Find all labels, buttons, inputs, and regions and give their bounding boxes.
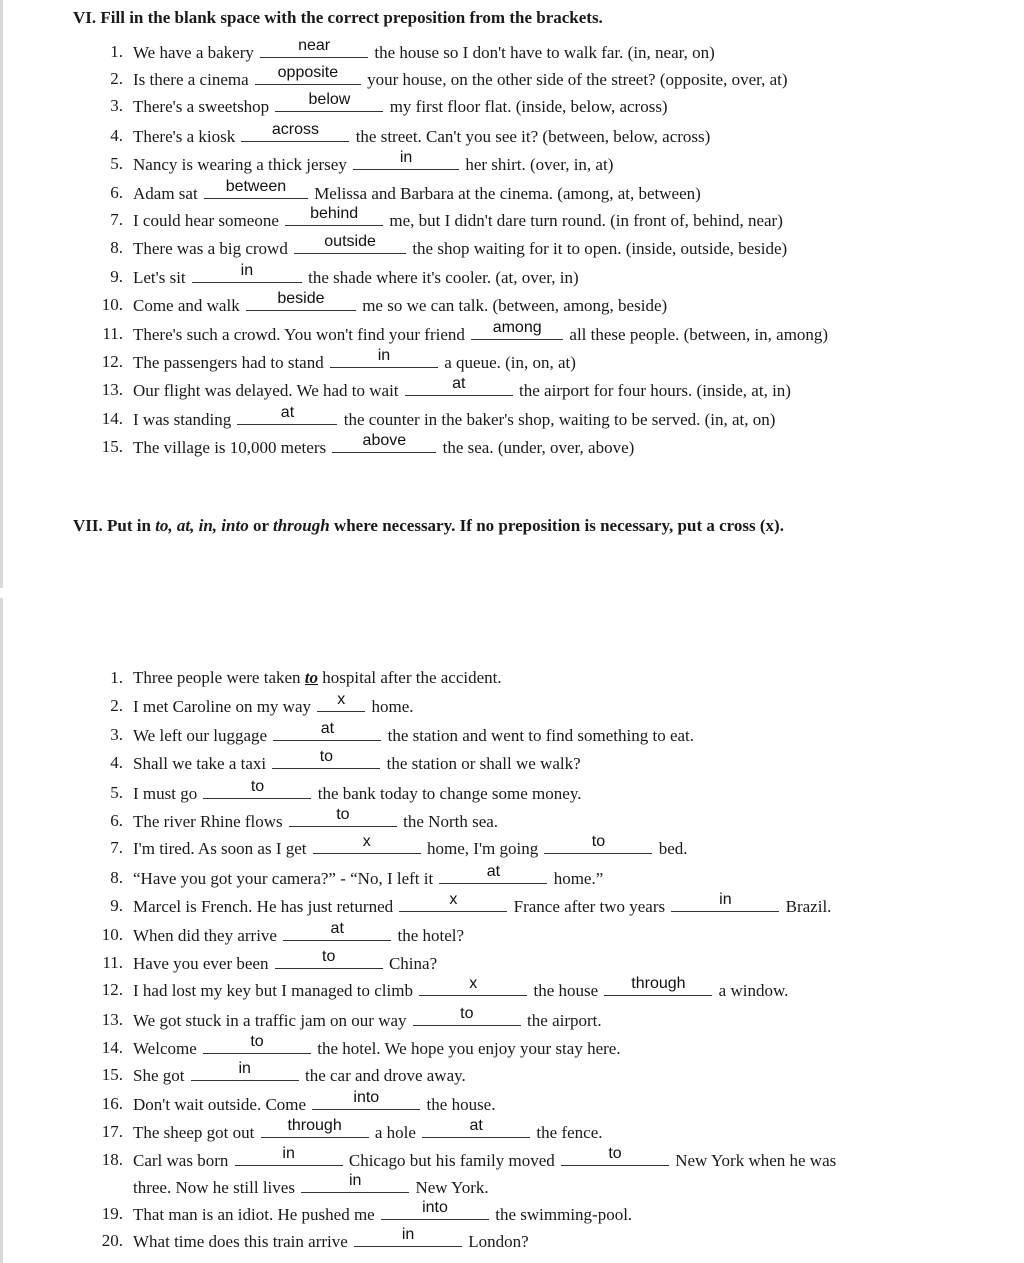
answer-text: to xyxy=(319,748,334,765)
item-number: 11. xyxy=(102,953,123,972)
item-number: 5. xyxy=(110,154,123,173)
answer-text: outside xyxy=(324,233,376,250)
prompt-text: my first floor flat. (inside, below, across) xyxy=(385,97,668,116)
prompt-text: New York when he was xyxy=(670,1151,837,1170)
answer-blank[interactable] xyxy=(203,778,311,799)
answer-blank[interactable] xyxy=(405,375,513,396)
item-number: 7. xyxy=(110,210,123,229)
item-number: 13. xyxy=(101,1010,123,1029)
prompt-text: Melissa and Barbara at the cinema. (among, at, between) xyxy=(309,184,701,203)
item-text xyxy=(133,1089,496,1115)
answer-blank[interactable] xyxy=(241,121,349,142)
answer-text: to xyxy=(322,948,336,965)
prompt-text: We left our luggage xyxy=(133,726,272,745)
answer-text: x xyxy=(469,975,478,992)
item-text xyxy=(133,262,579,288)
prompt-text: the sea. (under, over, above) xyxy=(438,438,635,457)
answer-text: among xyxy=(492,319,542,336)
prompt-text: the hotel. We hope you enjoy your stay here. xyxy=(313,1039,621,1058)
prompt-text: home. xyxy=(367,697,414,716)
answer-text: near xyxy=(298,37,331,54)
answer-text: opposite xyxy=(277,64,339,81)
answer-text: in xyxy=(240,262,254,279)
answer-blank[interactable] xyxy=(439,863,547,884)
item-number: 3. xyxy=(110,725,123,744)
answer-blank[interactable] xyxy=(419,975,527,996)
prompt-text: When did they arrive xyxy=(133,926,282,945)
item-number: 20. xyxy=(101,1231,123,1250)
answer-text: above xyxy=(362,432,407,449)
item-text xyxy=(133,1060,466,1086)
answer-text: through xyxy=(631,975,686,992)
scan-edge xyxy=(0,0,3,588)
prompt-text: the North sea. xyxy=(398,812,499,831)
item-number: 17. xyxy=(101,1122,123,1141)
prompt-text: your house, on the other side of the street? (opposite, over, at) xyxy=(362,70,788,89)
answer-text: through xyxy=(287,1117,342,1134)
item-number: 16. xyxy=(101,1094,123,1113)
answer-blank[interactable] xyxy=(283,920,391,941)
answer-text: to xyxy=(250,778,265,795)
answer-text: x xyxy=(337,691,346,708)
answer-blank[interactable] xyxy=(272,748,380,769)
item-number: 18. xyxy=(101,1150,123,1169)
item-text xyxy=(133,833,688,859)
answer-text: in xyxy=(238,1060,251,1077)
item-text xyxy=(133,668,502,688)
answer-blank[interactable] xyxy=(237,404,337,425)
answer-text: between xyxy=(225,178,287,195)
item-number: 5. xyxy=(110,783,123,802)
prompt-text: the hotel? xyxy=(393,926,465,945)
item-number: 10. xyxy=(101,925,123,944)
prompt-text: the house xyxy=(529,981,603,1000)
prompt-text: The village is 10,000 meters xyxy=(133,438,331,457)
section-6-heading: VI. Fill in the blank space with the correct preposition from the brackets. xyxy=(73,8,603,27)
prompt-text: Adam sat xyxy=(133,184,202,203)
item-text xyxy=(133,1005,602,1031)
item-text xyxy=(133,863,604,889)
item-text xyxy=(133,404,776,430)
answer-blank[interactable] xyxy=(332,432,436,453)
prompt-text: a hole xyxy=(370,1123,421,1142)
prompt-text: What time does this train arrive xyxy=(133,1232,353,1251)
item-number: 2. xyxy=(110,696,123,715)
item-number: 6. xyxy=(110,811,123,830)
answer-blank[interactable] xyxy=(204,178,308,199)
answer-blank[interactable] xyxy=(294,233,406,254)
prompt-text: the shop waiting for it to open. (inside, outside, beside) xyxy=(408,239,788,258)
answer-text: in xyxy=(348,1172,362,1189)
answer-text: below xyxy=(308,91,351,108)
prompt-text: Let's sit xyxy=(133,268,190,287)
prompt-text: France after two years xyxy=(509,897,670,916)
prompt-text: Is there a cinema xyxy=(133,70,253,89)
prompt-text: the station or shall we walk? xyxy=(382,754,581,773)
answer-text: in xyxy=(377,347,391,364)
answer-blank[interactable] xyxy=(330,347,438,368)
answer-text: beside xyxy=(277,290,325,307)
prompt-text: bed. xyxy=(654,839,688,858)
answer-text: to xyxy=(304,668,319,687)
item-text xyxy=(133,178,701,204)
answer-blank[interactable] xyxy=(413,1005,521,1026)
item-text xyxy=(133,806,499,832)
item-text xyxy=(133,1199,633,1225)
item-text xyxy=(133,691,414,717)
item-number: 9. xyxy=(110,267,123,286)
prompt-text: all these people. (between, in, among) xyxy=(565,325,829,344)
prompt-text: the fence. xyxy=(532,1123,603,1142)
item-text xyxy=(133,91,668,117)
prompt-text: I must go xyxy=(133,784,202,803)
item-text xyxy=(133,720,695,746)
prompt-text: I had lost my key but I managed to climb xyxy=(133,981,418,1000)
prompt-text: a queue. (in, on, at) xyxy=(439,353,576,372)
prompt-text: Chicago but his family moved xyxy=(344,1151,559,1170)
prompt-text: her shirt. (over, in, at) xyxy=(461,155,614,174)
answer-text: to xyxy=(336,806,350,823)
answer-blank[interactable] xyxy=(289,806,397,827)
prompt-text: Nancy is wearing a thick jersey xyxy=(133,155,352,174)
answer-text: to xyxy=(250,1033,264,1050)
item-number: 11. xyxy=(102,324,123,343)
answer-blank[interactable] xyxy=(544,833,652,854)
item-number: 7. xyxy=(110,838,123,857)
item-text xyxy=(133,948,438,974)
prompt-text: Shall we take a taxi xyxy=(133,754,271,773)
prompt-text: home.” xyxy=(549,869,604,888)
answer-text: x xyxy=(362,833,371,850)
prompt-text: She got xyxy=(133,1066,189,1085)
prompt-text: hospital after the accident. xyxy=(318,668,502,687)
answer-text: in xyxy=(719,891,732,908)
prompt-text: We got stuck in a traffic jam on our way xyxy=(133,1011,411,1030)
item-text xyxy=(133,1145,837,1171)
answer-text: x xyxy=(449,891,458,908)
answer-blank[interactable] xyxy=(191,1060,299,1081)
item-number: 4. xyxy=(110,126,123,145)
prompt-text: We have a bakery xyxy=(133,43,259,62)
section-7-heading: VII. Put in to, at, in, into or through where necessary. If no preposition is necessary, put a cross (x). xyxy=(73,516,784,535)
answer-blank[interactable] xyxy=(399,891,507,912)
item-text xyxy=(133,347,576,373)
item-text xyxy=(133,121,711,147)
prompt-text: Don't wait outside. Come xyxy=(133,1095,311,1114)
item-text xyxy=(133,1117,603,1143)
answer-blank[interactable] xyxy=(235,1145,343,1166)
answer-blank[interactable] xyxy=(471,319,563,340)
item-text xyxy=(133,1033,621,1059)
item-text xyxy=(133,233,788,259)
prompt-text: “Have you got your camera?” - “No, I left it xyxy=(133,869,438,888)
item-number: 2. xyxy=(110,69,123,88)
answer-text: in xyxy=(399,149,413,166)
answer-text: into xyxy=(422,1199,448,1216)
item-number: 19. xyxy=(101,1204,123,1223)
prompt-text: the house. xyxy=(422,1095,496,1114)
prompt-text: the station and went to find something to eat. xyxy=(383,726,695,745)
item-number: 12. xyxy=(101,980,123,999)
prompt-text: me, but I didn't dare turn round. (in front of, behind, near) xyxy=(385,211,783,230)
prompt-text: home, I'm going xyxy=(422,839,543,858)
scan-edge xyxy=(0,598,3,1263)
prompt-text: London? xyxy=(464,1232,529,1251)
answer-blank[interactable] xyxy=(255,64,361,85)
item-number: 14. xyxy=(101,1038,123,1057)
item-text xyxy=(133,891,832,917)
prompt-text: three. Now he still lives xyxy=(133,1178,300,1197)
prompt-text: the airport. xyxy=(522,1011,602,1030)
item-number: 13. xyxy=(101,380,123,399)
answer-text: across xyxy=(271,121,320,138)
prompt-text: Carl was born xyxy=(133,1151,233,1170)
prompt-text: The passengers had to stand xyxy=(133,353,328,372)
prompt-text: Three people were taken xyxy=(133,668,305,687)
answer-blank[interactable] xyxy=(317,691,365,712)
item-text xyxy=(133,205,783,231)
prompt-text: I met Caroline on my way xyxy=(133,697,316,716)
answer-text: into xyxy=(353,1089,380,1106)
answer-blank[interactable] xyxy=(246,290,356,311)
item-text xyxy=(133,778,582,804)
answer-blank[interactable] xyxy=(354,1226,462,1247)
prompt-text: the street. Can't you see it? (between, below, across) xyxy=(351,127,711,146)
prompt-text: China? xyxy=(384,954,438,973)
answer-blank[interactable] xyxy=(203,1033,311,1054)
answer-blank[interactable] xyxy=(275,948,383,969)
item-number: 10. xyxy=(101,295,123,314)
item-text xyxy=(133,319,829,345)
answer-text: in xyxy=(282,1145,295,1162)
prompt-text: There's a kiosk xyxy=(133,127,240,146)
prompt-text: I'm tired. As soon as I get xyxy=(133,839,311,858)
item-text xyxy=(133,920,465,946)
item-number: 6. xyxy=(110,183,123,202)
answer-blank[interactable] xyxy=(312,1089,420,1110)
item-text xyxy=(133,37,715,63)
answer-blank[interactable] xyxy=(192,262,302,283)
prompt-text: the airport for four hours. (inside, at, in) xyxy=(514,381,791,400)
answer-blank[interactable] xyxy=(275,91,383,112)
prompt-text: The sheep got out xyxy=(133,1123,259,1142)
item-text xyxy=(133,748,581,774)
answer-text: at xyxy=(486,863,501,880)
item-number: 1. xyxy=(110,42,123,61)
item-text xyxy=(133,1226,529,1252)
prompt-text: the swimming-pool. xyxy=(490,1205,633,1224)
item-text xyxy=(133,290,668,316)
answer-blank[interactable] xyxy=(285,205,383,226)
answer-text: at xyxy=(452,375,466,392)
answer-blank[interactable] xyxy=(301,1172,409,1193)
prompt-text: I could hear someone xyxy=(133,211,284,230)
prompt-text: the house so I don't have to walk far. (in, near, on) xyxy=(370,43,715,62)
prompt-text: me so we can talk. (between, among, beside) xyxy=(357,296,668,315)
item-number: 14. xyxy=(101,409,123,428)
prompt-text: the shade where it's cooler. (at, over, in) xyxy=(303,268,579,287)
prompt-text: There's a sweetshop xyxy=(133,97,274,116)
item-number: 4. xyxy=(110,753,123,772)
answer-text: in xyxy=(401,1226,415,1243)
prompt-text: Come and walk xyxy=(133,296,244,315)
answer-text: at xyxy=(280,404,295,421)
answer-blank[interactable] xyxy=(381,1199,489,1220)
prompt-text: the counter in the baker's shop, waiting to be served. (in, at, on) xyxy=(339,410,776,429)
prompt-text: New York. xyxy=(411,1178,489,1197)
prompt-text: Our flight was delayed. We had to wait xyxy=(133,381,403,400)
answer-blank[interactable] xyxy=(261,1117,369,1138)
prompt-text: The river Rhine flows xyxy=(133,812,287,831)
answer-text: at xyxy=(469,1117,483,1134)
item-number: 9. xyxy=(110,896,123,915)
prompt-text: Brazil. xyxy=(781,897,832,916)
item-text xyxy=(133,1172,489,1198)
item-number: 15. xyxy=(101,1065,123,1084)
answer-blank[interactable] xyxy=(422,1117,530,1138)
answer-text: at xyxy=(330,920,344,937)
answer-text: behind xyxy=(310,205,359,222)
answer-text: at xyxy=(320,720,335,737)
item-number: 8. xyxy=(110,868,123,887)
prompt-text: Have you ever been xyxy=(133,954,273,973)
prompt-text: a window. xyxy=(714,981,789,1000)
prompt-text: Welcome xyxy=(133,1039,202,1058)
answer-text: to xyxy=(460,1005,474,1022)
prompt-text: Marcel is French. He has just returned xyxy=(133,897,398,916)
prompt-text: There's such a crowd. You won't find your friend xyxy=(133,325,470,344)
answer-text: to xyxy=(608,1145,622,1162)
answer-blank[interactable] xyxy=(671,891,779,912)
answer-blank[interactable] xyxy=(561,1145,669,1166)
answer-blank[interactable] xyxy=(313,833,421,854)
prompt-text: the bank today to change some money. xyxy=(313,784,582,803)
answer-blank[interactable] xyxy=(604,975,712,996)
prompt-text: the car and drove away. xyxy=(300,1066,466,1085)
item-text xyxy=(133,975,789,1001)
item-number: 15. xyxy=(101,437,123,456)
item-text xyxy=(133,149,614,175)
item-number: 12. xyxy=(101,352,123,371)
prompt-text: There was a big crowd xyxy=(133,239,293,258)
answer-text: to xyxy=(591,833,606,850)
item-text xyxy=(133,64,788,90)
answer-blank[interactable] xyxy=(260,37,368,58)
item-number: 8. xyxy=(110,238,123,257)
prompt-text: That man is an idiot. He pushed me xyxy=(133,1205,379,1224)
prompt-text: I was standing xyxy=(133,410,236,429)
item-number: 1. xyxy=(110,668,123,687)
item-text xyxy=(133,375,791,401)
answer-blank[interactable] xyxy=(353,149,459,170)
item-text xyxy=(133,432,635,458)
item-number: 3. xyxy=(110,96,123,115)
answer-blank[interactable] xyxy=(273,720,381,741)
